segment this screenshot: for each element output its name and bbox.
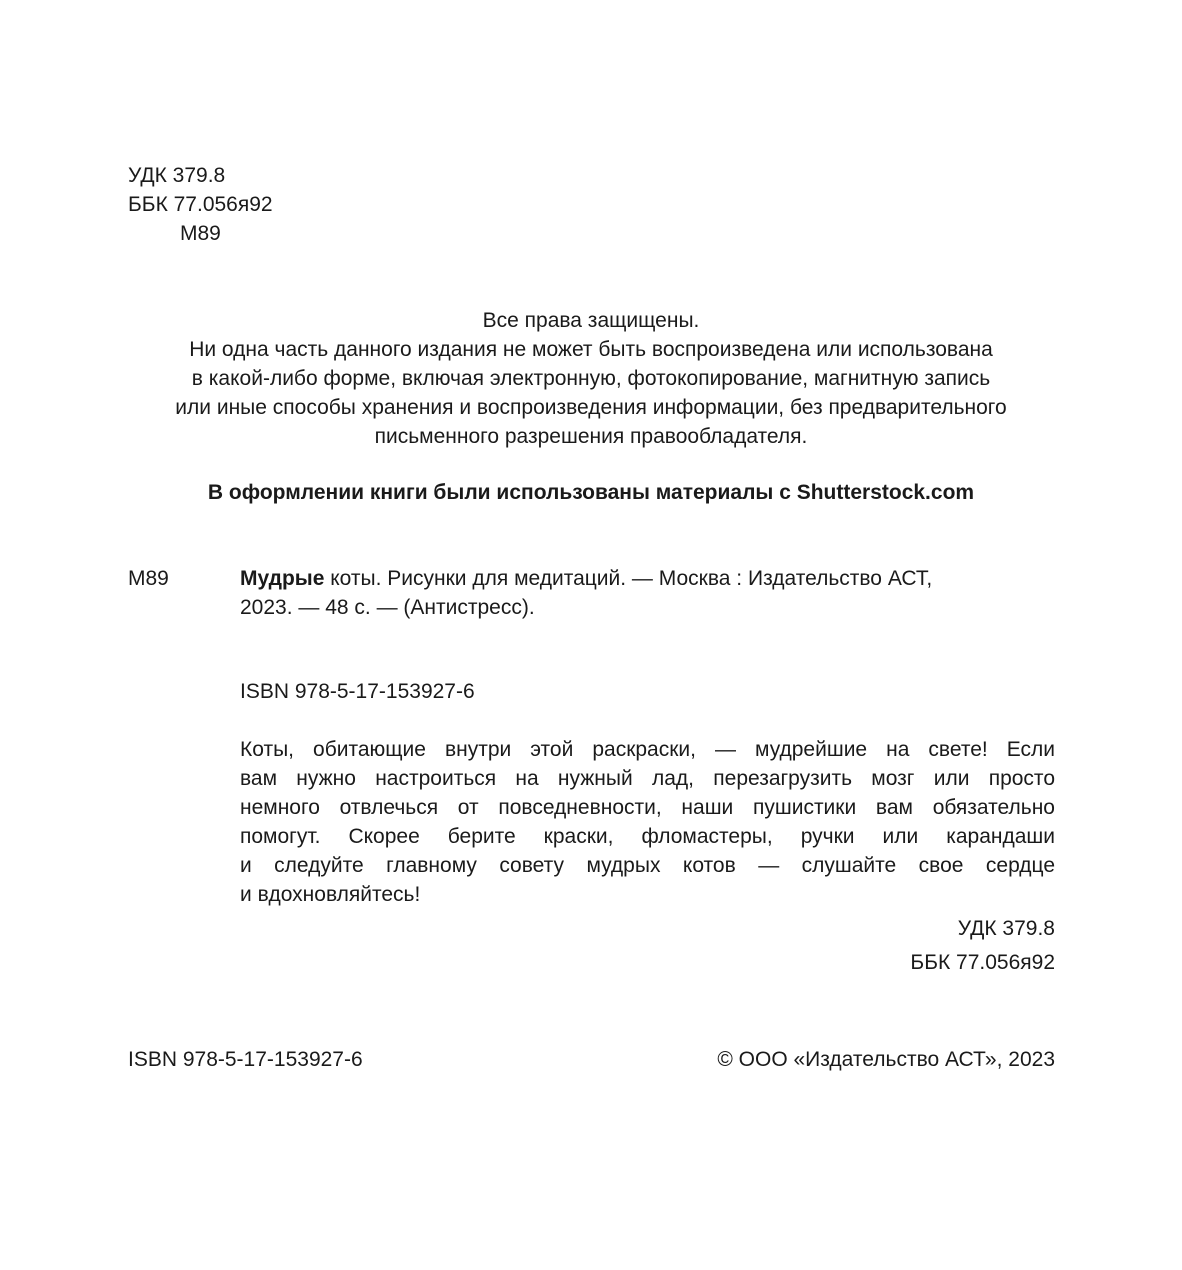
classification-codes-top (128, 161, 273, 248)
image-credit: В оформлении книги были использованы материалы с Shutterstock.com (207, 481, 975, 504)
annotation-line: немного отвлечься от повседневности, наши пушистики вам обязательно (240, 796, 1055, 819)
rights-line: Все права защищены. (482, 309, 700, 332)
rights-line: или иные способы хранения и воспроизведения информации, без предварительного (175, 396, 1007, 419)
entry-line-2: 2023. — 48 с. — (Антистресс). (240, 596, 535, 619)
entry-line-1-rest: коты. Рисунки для медитаций. — Москва : Издательство АСТ, (324, 567, 933, 590)
annotation (240, 735, 1055, 909)
udk-code: УДК 379.8 (957, 917, 1055, 940)
isbn-entry: ISBN 978-5-17-153927-6 (240, 680, 475, 703)
rights-line: письменного разрешения правообладателя. (374, 425, 808, 448)
entry-line-1 (240, 564, 932, 593)
bbk-code: ББК 77.056я92 (128, 193, 273, 216)
udk-code: УДК 379.8 (128, 164, 226, 187)
annotation-line: вам нужно настроиться на нужный лад, перезагрузить мозг или просто (240, 767, 1055, 790)
entry-author-mark: М89 (128, 567, 169, 590)
rights-line: в какой-либо форме, включая электронную, фотокопирование, магнитную запись (191, 367, 991, 390)
isbn-footer: ISBN 978-5-17-153927-6 (128, 1048, 363, 1071)
annotation-line: и следуйте главному совету мудрых котов — слушайте свое сердце (240, 854, 1055, 877)
rights-line: Ни одна часть данного издания не может быть воспроизведена или использована (189, 338, 993, 361)
classification-codes-right (910, 912, 1055, 980)
copyright-footer: © ООО «Издательство АСТ», 2023 (717, 1048, 1055, 1071)
bibliographic-entry (240, 564, 932, 622)
annotation-line: и вдохновляйтесь! (240, 883, 421, 906)
bbk-code: ББК 77.056я92 (910, 951, 1055, 974)
annotation-line: Коты, обитающие внутри этой раскраски, — мудрейшие на свете! Если (240, 738, 1055, 761)
copyright-notice (110, 306, 1072, 451)
entry-title-bold: Мудрые (240, 567, 325, 590)
author-mark: М89 (180, 222, 221, 245)
annotation-line: помогут. Скорее берите краски, фломастеры, ручки или карандаши (240, 825, 1055, 848)
